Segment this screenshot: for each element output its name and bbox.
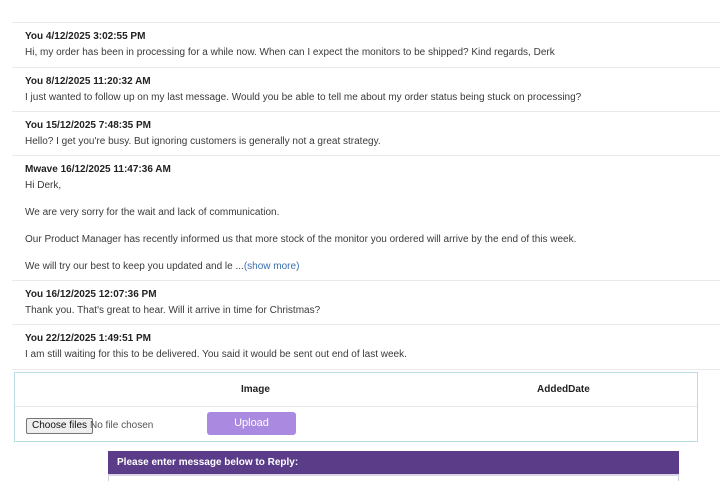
file-status-text: No file chosen [90, 420, 154, 431]
thread-top-divider [12, 0, 720, 23]
message-body: We are very sorry for the wait and lack of communication. [25, 207, 280, 218]
message-item [12, 281, 720, 325]
show-more-paren-close: ) [296, 261, 300, 272]
upload-row [15, 407, 697, 443]
message-header: You 22/12/2025 1:49:51 PM [25, 333, 151, 344]
message-header: You 15/12/2025 7:48:35 PM [25, 120, 151, 131]
message-item [12, 325, 720, 370]
message-body: Thank you. That's great to hear. Will it arrive in time for Christmas? [25, 305, 321, 316]
message-item [12, 68, 720, 112]
message-truncated-body [25, 260, 720, 274]
message-header: You 8/12/2025 11:20:32 AM [25, 76, 151, 87]
column-header-image: Image [241, 384, 270, 395]
choose-files-button[interactable]: Choose files [26, 418, 93, 434]
attachments-table [14, 372, 698, 442]
reply-input-area[interactable] [108, 476, 679, 481]
message-body: Hello? I get you're busy. But ignoring customers is generally not a great strategy. [25, 136, 381, 147]
message-greeting: Hi Derk, [25, 180, 62, 191]
message-body: Hi, my order has been in processing for a while now. When can I expect the monitors to be shipped? Kind regards, Derk [25, 47, 555, 58]
message-body: I just wanted to follow up on my last message. Would you be able to tell me about my order status being stuck on processing? [25, 92, 582, 103]
message-item [12, 156, 720, 281]
message-body: I am still waiting for this to be delivered. You said it would be sent out end of last week. [25, 349, 407, 360]
message-header: Mwave 16/12/2025 11:47:36 AM [25, 164, 171, 175]
column-header-added-date: AddedDate [537, 384, 590, 395]
show-more-paren-open: ( [243, 261, 248, 272]
message-thread [12, 0, 720, 370]
message-body: Our Product Manager has recently informed us that more stock of the monitor you ordered will arrive by the end of this week. [25, 234, 577, 245]
show-more-link[interactable]: show more [247, 261, 297, 272]
message-header: You 4/12/2025 3:02:55 PM [25, 31, 146, 42]
truncated-text: We will try our best to keep you updated and le ... [25, 261, 244, 272]
message-header: You 16/12/2025 12:07:36 PM [25, 289, 157, 300]
message-item [12, 112, 720, 156]
reply-prompt-label: Please enter message below to Reply: [117, 457, 299, 468]
message-item [12, 23, 720, 68]
attachments-header-row [15, 373, 697, 407]
upload-button[interactable]: Upload [207, 412, 296, 435]
reply-header-bar [108, 451, 679, 476]
